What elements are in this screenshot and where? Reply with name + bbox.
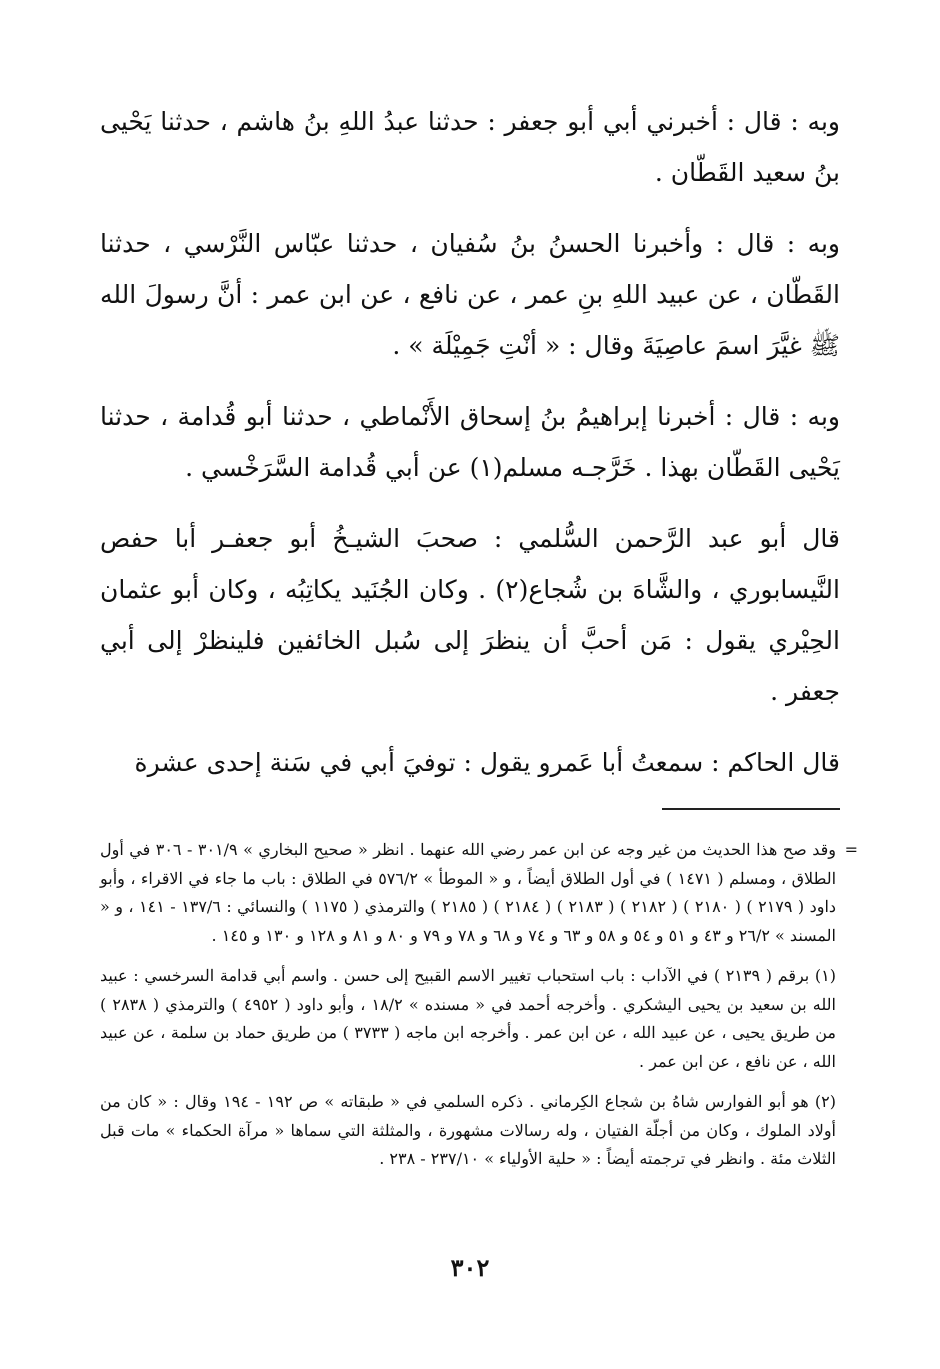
page-number: ٣٠٢ — [450, 1253, 490, 1282]
main-text — [100, 96, 840, 788]
footnote-1: (١) برقم ( ٢١٣٩ ) في الآداب : باب استحباب تغيير الاسم القبيح إلى حسن . واسم أبي قدامة السرخسي : عبيد الله بن سعيد بن يحيى اليشكري . وأخرجه أحمد في « مسنده » ١٨/٢ ، وأبو داود ( ٤٩٥٢ ) والترمذي ( ٢٨٣٨ ) من طريق يحيى ، عن عبيد الله ، عن ابن عمر . وأخرجه ابن ماجه ( ٣٧٣٣ ) من طريق حماد بن سلمة ، عن عبيد الله ، عن نافع ، عن ابن عمر . — [100, 966, 837, 1071]
footnotes — [100, 836, 858, 1174]
paragraph-5: قال الحاكم : سمعتُ أبا عَمرو يقول : توفيَ أبي في سَنة إحدى عشرة — [134, 748, 840, 777]
footnote-2: (٢) هو أبو الفوارس شاهُ بن شجاع الكِرماني . ذكره السلمي في « طبقاته » ص ١٩٢ - ١٩٤ وقال : « كان من أولاد الملوك ، وكان من أجلّة الفتيان ، وله رسالات مشهورة ، والمثلثة التي سماها « مرآة الحكماء » مات قبل الثلاث مئة . وانظر في ترجمته أيضاً : « حلية الأولياء » ٢٣٧/١٠ - ٢٣٨ . — [100, 1092, 837, 1168]
paragraph-4: قال أبو عبد الرَّحمن السُّلمي : صحبَ الشيـخُ أبو جعفـر أبا حفص النَّيسابوري ، والشَّاهَ بن شُجاع(٢) . وكان الجُنَيد يكاتِبُه ، وكان أبو عثمان الحِيْري يقول : مَن أحبَّ أن ينظرَ إلى سُبل الخائفين فلينظرْ إلى أبي جعفر . — [100, 524, 840, 706]
paragraph-3: وبه : قال : أخبرنا إبراهيمُ بنُ إسحاق الأَنْماطي ، حدثنا أبو قُدامة ، حدثنا يَحْيى القَطّان بهذا . خَرَّجـه مسلم(١) عن أبي قُدامة السَّرَخْسي . — [100, 402, 840, 482]
paragraph-1: وبه : قال : أخبرني أبي أبو جعفر : حدثنا عبدُ اللهِ بنُ هاشم ، حدثنا يَحْيى بنُ سعيد القَطّان . — [100, 107, 840, 187]
footnote-continuation: وقد صح هذا الحديث من غير وجه عن ابن عمر رضي الله عنهما . انظر « صحيح البخاري » ٣٠١/٩ - ٣٠٦ في أول الطلاق ، ومسلم ( ١٤٧١ ) في أول الطلاق أيضاً ، و « الموطأ » ٥٧٦/٢ في الطلاق : باب ما جاء في الاقراء ، وأبو داود ( ٢١٧٩ ) ( ٢١٨٠ ) ( ٢١٨٢ ) ( ٢١٨٣ ) ( ٢١٨٤ ) ( ٢١٨٥ ) والترمذي ( ١١٧٥ ) والنسائي : ١٣٧/٦ - ١٤١ ، و « المسند » ٢٦/٢ و ٤٣ و ٥١ و ٥٤ و ٥٨ و ٦٣ و ٧٤ و ٦٨ و ٧٨ و ٧٩ و ٨٠ و ٨١ و ١٢٨ و ١٣٠ و ١٤٥ . — [100, 840, 837, 945]
footnote-continuation-mark: = — [844, 840, 858, 859]
paragraph-2: وبه : قال : وأخبرنا الحسنُ بنُ سُفيان ، حدثنا عبّاس النَّرْسي ، حدثنا القَطّان ، عن عبيد اللهِ بنِ عمر ، عن نافع ، عن ابن عمر : أنَّ رسولَ الله ﷺ غيَّرَ اسمَ عاصِيَةَ وقال : « أنْتِ جَمِيْلَة » . — [100, 229, 840, 360]
footnote-separator — [662, 808, 840, 810]
